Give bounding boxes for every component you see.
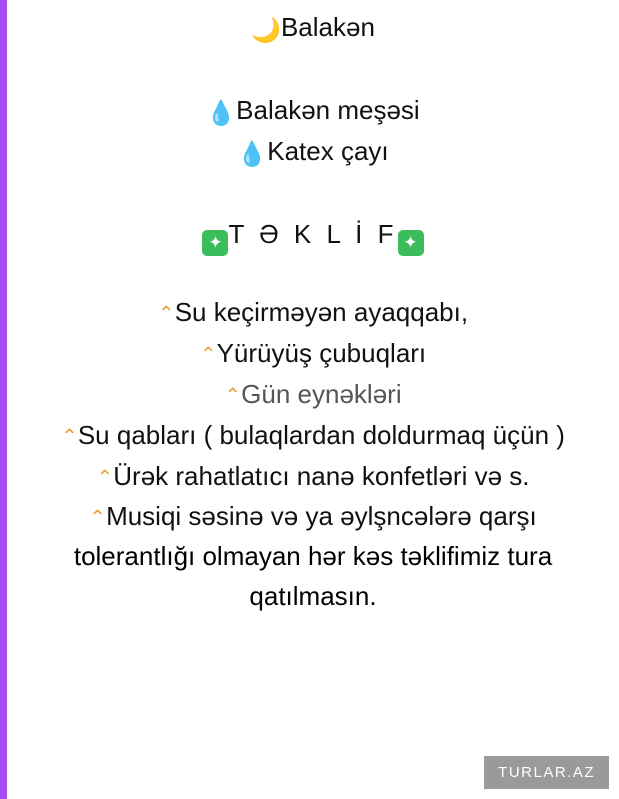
- page-title-text: Balakən: [280, 12, 375, 42]
- chevron-up-icon: ⌃: [199, 342, 217, 366]
- list-item: [7, 415, 619, 456]
- list-item: [7, 292, 619, 333]
- recommendation-list: [7, 292, 619, 497]
- sparkle-icon: ✦: [202, 230, 228, 256]
- closing-note-line-1: [21, 497, 605, 536]
- section-heading-text: T Ə K L İ F: [228, 219, 398, 249]
- section-heading: [7, 215, 619, 256]
- page-title: [7, 8, 619, 49]
- list-item-label: Ürək rahatlatıcı nanə konfetləri və s.: [113, 461, 530, 491]
- closing-note-body: tolerantlığı olmayan hər kəs təklifimiz tura qatılmasın.: [73, 541, 553, 611]
- chevron-up-icon: ⌃: [89, 505, 107, 529]
- droplet-icon: 💧: [206, 99, 237, 127]
- sparkle-icon: ✦: [398, 230, 424, 256]
- watermark: TURLAR.AZ: [484, 756, 609, 789]
- list-item-label: Su keçirməyən ayaqqabı,: [174, 297, 469, 327]
- chevron-up-icon: ⌃: [61, 424, 78, 448]
- place-item-2: [7, 132, 619, 173]
- closing-note-prefix: Musiqi səsinə və ya əylşncələrə qarşı: [106, 501, 537, 531]
- place-item-1: [7, 91, 619, 132]
- closing-note: [7, 497, 619, 616]
- crescent-moon-icon: 🌙: [251, 16, 281, 44]
- chevron-up-icon: ⌃: [157, 301, 175, 325]
- left-accent-bar: [0, 0, 7, 799]
- list-item-label: Yürüyüş çubuqları: [216, 338, 427, 368]
- spacer: [7, 173, 619, 215]
- place-label: Katex çayı: [267, 136, 389, 166]
- list-item-label: Su qabları ( bulaqlardan doldurmaq üçün ): [77, 420, 565, 450]
- list-item-label: Gün eynəkləri: [241, 379, 402, 409]
- chevron-up-icon: ⌃: [96, 465, 114, 489]
- chevron-up-icon: ⌃: [224, 383, 242, 407]
- list-item: [7, 374, 619, 415]
- list-item: [7, 333, 619, 374]
- spacer: [7, 256, 619, 292]
- spacer: [7, 49, 619, 91]
- droplet-icon: 💧: [237, 140, 268, 168]
- document-content: [7, 0, 619, 799]
- place-label: Balakən meşəsi: [236, 95, 420, 125]
- list-item: [7, 456, 619, 497]
